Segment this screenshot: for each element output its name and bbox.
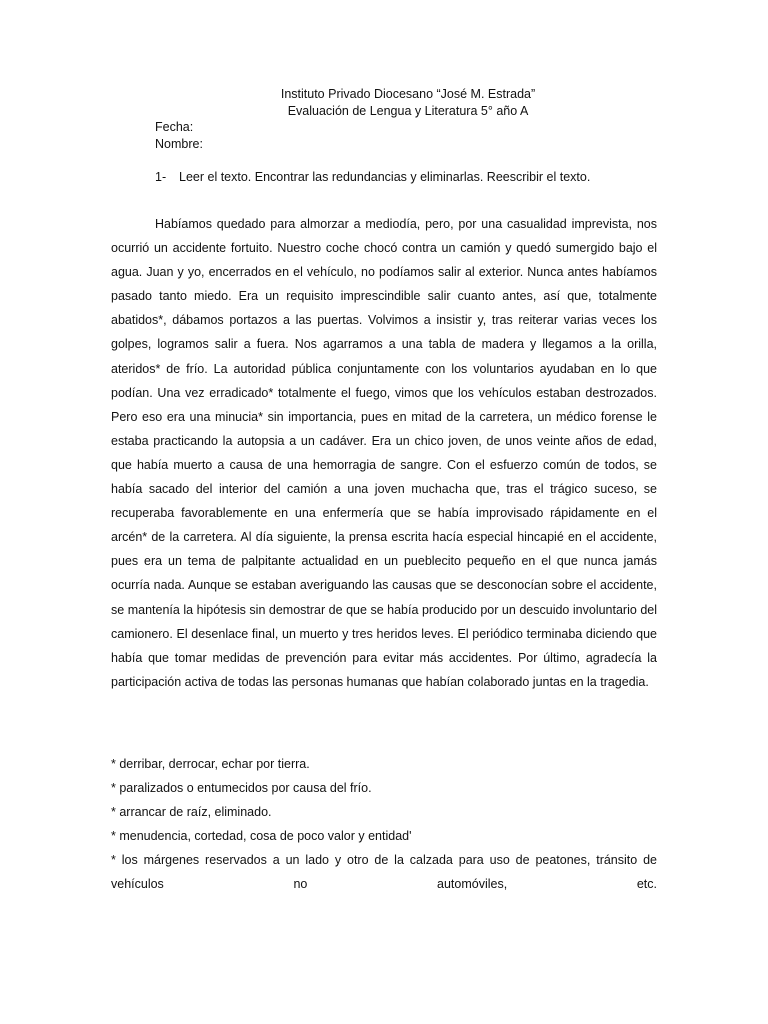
instruction-item bbox=[155, 169, 590, 186]
glossary-note: * derribar, derrocar, echar por tierra. bbox=[111, 757, 310, 771]
glossary-note: * menudencia, cortedad, cosa de poco valor y entidad' bbox=[111, 829, 412, 844]
student-fields bbox=[155, 119, 203, 153]
name-label: Nombre: bbox=[155, 137, 203, 151]
glossary-notes bbox=[111, 752, 657, 897]
instruction-number: 1- bbox=[155, 170, 167, 184]
institution-title: Instituto Privado Diocesano “José M. Estrada” bbox=[280, 87, 536, 101]
exam-title: Evaluación de Lengua y Literatura 5° año A bbox=[287, 104, 529, 118]
date-label: Fecha: bbox=[155, 120, 194, 134]
document-header bbox=[0, 86, 768, 120]
exercise-text: Habíamos quedado para almorzar a mediodía, pero, por una casualidad imprevista, nos ocurrió un accidente fortuito. Nuestro coche chocó contra un camión y quedó sumergido bajo el agua. Juan y yo, encerrados en el vehículo, no podíamos salir al exterior. Nunca antes habíamos pasado tanto miedo. Era un requisito imprescindible salir cuanto antes, así que, totalmente abatidos*, dábamos portazos a las puertas. Volvimos a insistir y, tras reiterar varias veces los golpes, logramos salir a fuera. Nos agarramos a una tabla de madera y llegamos a la orilla, ateridos* de frío. La autoridad pública conjuntamente con los voluntarios ayudaban en lo que podían. Una vez erradicado* totalmente el fuego, vimos que los vehículos estaban destrozados. Pero eso era una minucia* sin importancia, pues en mitad de la carretera, un médico forense le estaba practicando la autopsia a un cadáver. Era un chico joven, de unos veinte años de edad, que había muerto a causa de una hemorragia de sangre. Con el esfuerzo común de todos, se había sacado del interior del camión a una joven muchacha que, tras el trágico suceso, se recuperaba favorablemente en una enfermería que se había improvisado rápidamente en el arcén* de la carretera. Al día siguiente, la prensa escrita hacía especial hincapié en el accidente, pues era un tema de palpitante actualidad en un pueblecito pequeño en el que nunca jamás ocurría nada. Aunque se estaban averiguando las causas que se desconocían sobre el accidente, se mantenía la hipótesis sin demostrar de que se había producido por un descuido involuntario del camionero. El desenlace final, un muerto y tres heridos leves. El periódico terminaba diciendo que había que tomar medidas de prevención para evitar más accidentes. Por último, agradecía la participación activa de todas las personas humanas que habían colaborado juntas en la tragedia. bbox=[111, 217, 657, 689]
instruction-text: Leer el texto. Encontrar las redundancias y eliminarlas. Reescribir el texto. bbox=[179, 170, 591, 184]
glossary-note: * paralizados o entumecidos por causa del frío. bbox=[111, 781, 372, 796]
glossary-note: * arrancar de raíz, eliminado. bbox=[111, 805, 272, 820]
glossary-note: * los márgenes reservados a un lado y otro de la calzada para uso de peatones, tránsito de vehículos no automóviles, etc. bbox=[111, 853, 657, 892]
